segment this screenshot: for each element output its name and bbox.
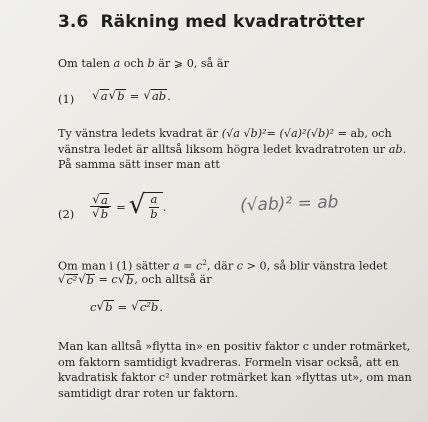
sqrt-b: √ b <box>108 88 125 104</box>
section-heading <box>58 12 365 32</box>
handwritten-note: (√ab)² = ab <box>239 192 339 216</box>
equation-1 <box>92 89 171 103</box>
para2-line1: Ty vänstra ledets kvadrat är (√a √b)²= (√a)²(√b)² = ab, och <box>58 127 392 140</box>
para4-line3: kvadratisk faktor c² under rotmärket kan »flyttas ut», om man <box>58 371 412 384</box>
equation-2 <box>88 192 166 222</box>
intro-var-b: b <box>147 57 155 70</box>
section-number: 3.6 <box>58 12 89 32</box>
equation-1-label: (1) <box>58 92 75 106</box>
para4-line4: samtidigt drar roten ur faktorn. <box>58 387 239 400</box>
period: . <box>167 89 171 103</box>
equals-sign: = <box>129 89 140 103</box>
intro-text-post: är ⩾ 0, så är <box>154 57 229 70</box>
equals-sign-3: = <box>117 300 128 314</box>
fraction-sqrt-a-over-sqrt-b: √ a √ b <box>90 193 111 222</box>
period-3: . <box>159 300 163 314</box>
para4-line1: Man kan alltså »flytta in» en positiv faktor c under rotmärket, <box>58 340 411 353</box>
period-2: . <box>162 199 167 214</box>
equation-2-label: (2) <box>58 207 75 221</box>
intro-text-mid: och <box>120 57 148 70</box>
factor-c: c <box>90 300 97 314</box>
sqrt-b-3: √ b <box>96 299 113 315</box>
equals-sign-2: = <box>116 199 126 214</box>
para2-line3: På samma sätt inser man att <box>58 158 220 171</box>
sqrt-a: √ a <box>92 88 108 104</box>
para3-line2: √ c² √ b = c √ b , och alltså är <box>58 272 212 287</box>
sqrt-fraction: √ $\frac{a}{b}$ <box>129 192 163 222</box>
para3-line1: Om man i (1) sätter $a = c^2$, där c > 0, så blir vänstra ledet <box>58 258 388 273</box>
equation-3 <box>90 300 163 314</box>
sqrt-ab: √ ab <box>143 88 167 104</box>
intro-var-a: a <box>113 57 121 70</box>
intro-text-pre: Om talen <box>58 57 114 70</box>
para2-line2: vänstra ledet är alltså liksom högra ledet kvadratroten ur ab. <box>58 143 407 156</box>
section-title: Räkning med kvadratrötter <box>100 12 365 32</box>
intro-paragraph <box>58 56 229 71</box>
sqrt-c2b: √ c²b <box>131 299 159 315</box>
para4-line2: om faktorn samtidigt kvadreras. Formeln visar också, att en <box>58 356 400 369</box>
